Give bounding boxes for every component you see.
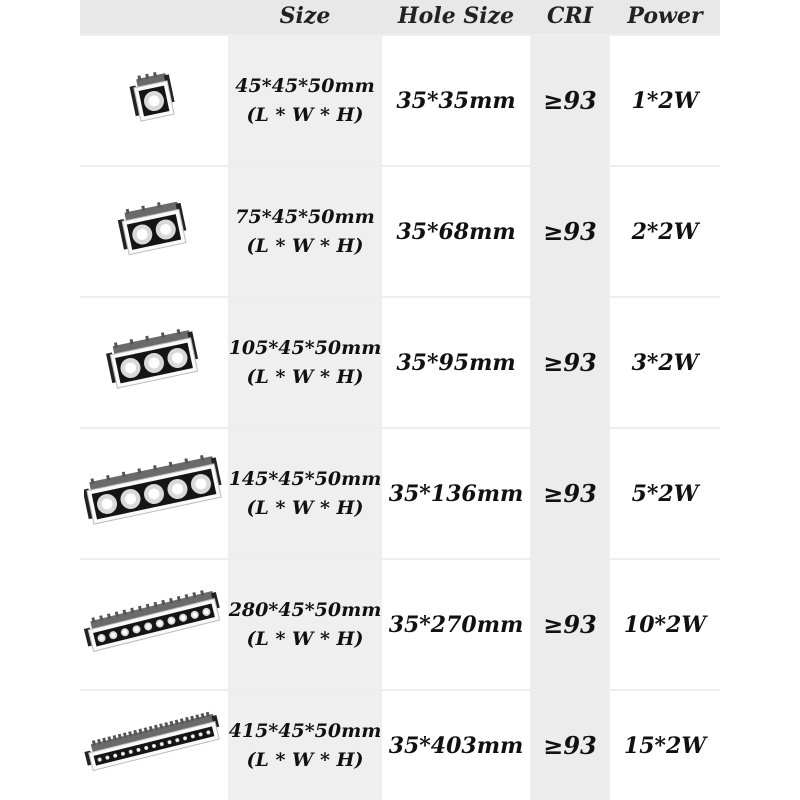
hole-size-cell: 35*270mm: [382, 560, 530, 689]
table-row: [80, 298, 720, 427]
power-cell: 2*2W: [610, 167, 720, 296]
hole-size-cell: 35*68mm: [382, 167, 530, 296]
downlight-icon: [84, 308, 224, 418]
hole-size-cell: 35*136mm: [382, 429, 530, 558]
cri-cell: ≥93: [532, 429, 608, 558]
size-cell: [230, 36, 380, 165]
size-dims: (L * W * H): [246, 748, 364, 771]
hole-size-cell: 35*403mm: [382, 691, 530, 800]
downlight-icon: [84, 439, 224, 549]
table-row: [80, 429, 720, 558]
cri-cell: ≥93: [532, 691, 608, 800]
size-dims: (L * W * H): [246, 234, 364, 257]
cri-cell: ≥93: [532, 36, 608, 165]
size-cell: [230, 429, 380, 558]
size-value: 105*45*50mm: [228, 336, 382, 359]
product-image-cell: [80, 560, 228, 689]
size-value: 280*45*50mm: [228, 598, 382, 621]
size-cell: [230, 298, 380, 427]
table-row: [80, 167, 720, 296]
downlight-icon: [84, 46, 224, 156]
size-value: 75*45*50mm: [235, 205, 375, 228]
table-row: [80, 560, 720, 689]
table-header: [80, 0, 720, 34]
header-hole-size: Hole Size: [397, 3, 515, 29]
cri-cell: ≥93: [532, 298, 608, 427]
size-cell: [230, 167, 380, 296]
size-dims: (L * W * H): [246, 365, 364, 388]
power-cell: 10*2W: [610, 560, 720, 689]
table-row: [80, 691, 720, 800]
size-dims: (L * W * H): [246, 496, 364, 519]
spec-table: [80, 0, 720, 800]
cri-cell: ≥93: [532, 167, 608, 296]
product-image-cell: [80, 429, 228, 558]
table-row: [80, 36, 720, 165]
power-cell: 3*2W: [610, 298, 720, 427]
hole-size-cell: 35*35mm: [382, 36, 530, 165]
power-cell: 5*2W: [610, 429, 720, 558]
product-image-cell: [80, 691, 228, 800]
header-cri: CRI: [546, 3, 594, 29]
size-value: 415*45*50mm: [228, 719, 382, 742]
downlight-icon: [84, 696, 224, 796]
size-value: 45*45*50mm: [235, 74, 375, 97]
downlight-icon: [84, 177, 224, 287]
size-dims: (L * W * H): [246, 103, 364, 126]
product-image-cell: [80, 298, 228, 427]
downlight-icon: [84, 570, 224, 680]
product-image-cell: [80, 167, 228, 296]
size-value: 145*45*50mm: [228, 467, 382, 490]
size-dims: (L * W * H): [246, 627, 364, 650]
cri-cell: ≥93: [532, 560, 608, 689]
hole-size-cell: 35*95mm: [382, 298, 530, 427]
size-cell: [230, 691, 380, 800]
product-image-cell: [80, 36, 228, 165]
size-cell: [230, 560, 380, 689]
header-size: Size: [279, 3, 331, 29]
power-cell: 15*2W: [610, 691, 720, 800]
header-power: Power: [627, 3, 703, 29]
power-cell: 1*2W: [610, 36, 720, 165]
